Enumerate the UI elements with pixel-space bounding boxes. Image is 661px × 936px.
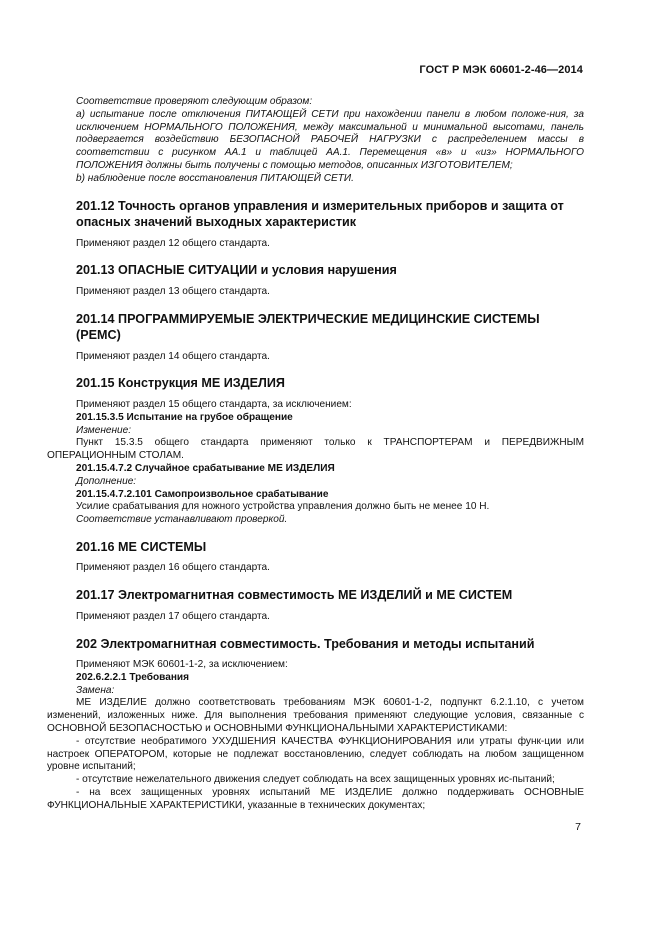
section-202-text: Применяют МЭК 60601-1-2, за исключением: [76, 659, 288, 671]
section-201-13-title: 201.13 ОПАСНЫЕ СИТУАЦИИ и условия нарушения [76, 263, 397, 278]
page-content [47, 96, 584, 813]
subsection-201-15-3-5-text: Пункт 15.3.5 общего стандарта применяют только к ТРАНСПОРТЕРАМ и ПЕРЕДВИЖНЫМ ОПЕРАЦИОННЫМ СТОЛАМ. [47, 437, 584, 462]
subsection-201-15-3-5-title: 201.15.3.5 Испытание на грубое обращение [76, 411, 293, 423]
page-number: 7 [575, 821, 581, 833]
compliance-intro: Соответствие проверяют следующим образом: [76, 96, 313, 107]
compliance-item-a-text: а) испытание после отключения ПИТАЮЩЕЙ СЕТИ при нахождении панели в любом положе-ния, за исключением НОРМАЛЬНОГО ПОЛОЖЕНИЯ, между максимальной и минимальной высотами, панель подвергается воздействию БЕЗОПАСНОЙ РАБОЧЕЙ НАГРУЗКИ с распределением массы в соответствии с рисунком АА.1 и таблицей АА.1. Перемещения «в» и «из» НОРМАЛЬНОГО ПОЛОЖЕНИЯ должны быть получены с помощью методов, описанных ИЗГОТОВИТЕЛЕМ; [76, 108, 584, 171]
section-201-16-text: Применяют раздел 16 общего стандарта. [76, 562, 270, 574]
section-201-14-title: 201.14 ПРОГРАММИРУЕМЫЕ ЭЛЕКТРИЧЕСКИЕ МЕДИЦИНСКИЕ СИСТЕМЫ (PEMC) [76, 311, 540, 343]
section-201-15-text: Применяют раздел 15 общего стандарта, за исключением: [76, 398, 352, 410]
compliance-note: Соответствие устанавливают проверкой. [76, 514, 288, 526]
section-201-15-title: 201.15 Конструкция МЕ ИЗДЕЛИЯ [76, 376, 285, 391]
section-201-14-text: Применяют раздел 14 общего стандарта. [76, 350, 270, 362]
subsection-201-15-4-7-2-101-title: 201.15.4.7.2.101 Самопроизвольное срабатывание [76, 488, 329, 500]
subsection-201-15-4-7-2-title: 201.15.4.7.2 Случайное срабатывание МЕ ИЗДЕЛИЯ [76, 462, 335, 474]
section-201-13-text: Применяют раздел 13 общего стандарта. [76, 285, 270, 297]
section-201-17-title: 201.17 Электромагнитная совместимость МЕ ИЗДЕЛИЙ и МЕ СИСТЕМ [76, 588, 513, 603]
section-201-16-title: 201.16 МЕ СИСТЕМЫ [76, 539, 207, 554]
section-202-bullet-2: - отсутствие нежелательного движения следует соблюдать на всех защищенных уровнях ис-пытаний; [76, 774, 555, 786]
compliance-item-b: b) наблюдение после восстановления ПИТАЮЩЕЙ СЕТИ. [76, 172, 354, 184]
section-202-bullet-3: - на всех защищенных уровнях испытаний МЕ ИЗДЕЛИЕ должно поддерживать ОСНОВНЫЕ ФУНКЦИОНАЛЬНЫЕ ХАРАКТЕРИСТИКИ, указанные в технических документах; [47, 787, 584, 811]
section-202-bullet-1: - отсутствие необратимого УХУДШЕНИЯ КАЧЕСТВА ФУНКЦИОНИРОВАНИЯ или утраты функ-ции или настроек ОПЕРАТОРОМ, которые не подлежат восстановлению, следует соблюдать на любом защищенном уровне испытаний; [47, 735, 584, 773]
subsection-202-6-2-2-1-title: 202.6.2.2.1 Требования [76, 671, 190, 683]
compliance-item-a [76, 109, 584, 173]
section-201-12-title: 201.12 Точность органов управления и измерительных приборов и защита от опасных значений выходных характеристик [76, 198, 564, 230]
document-header: ГОСТ Р МЭК 60601-2-46—2014 [419, 64, 583, 76]
section-201-17-text: Применяют раздел 17 общего стандарта. [76, 610, 270, 622]
subsection-201-15-4-7-2-101-text: Усилие срабатывания для ножного устройства управления должно быть не менее 10 Н. [76, 501, 490, 513]
addition-label: Дополнение: [76, 475, 137, 487]
section-201-12-text: Применяют раздел 12 общего стандарта. [76, 237, 270, 249]
section-202-para: МЕ ИЗДЕЛИЕ должно соответствовать требованиям МЭК 60601-1-2, подпункт 6.2.1.10, с учетом изменений, изложенных ниже. Для выполнения требования применяют следующие условия, связанные с ОСНОВНОЙ БЕЗОПАСНОСТЬЮ и ОСНОВНЫМИ ФУНКЦИОНАЛЬНЫМИ ХАРАКТЕРИСТИКАМИ: [47, 697, 584, 735]
amendment-label: Изменение: [76, 424, 132, 436]
replacement-label: Замена: [76, 684, 115, 696]
section-202-title: 202 Электромагнитная совместимость. Требования и методы испытаний [76, 636, 535, 651]
